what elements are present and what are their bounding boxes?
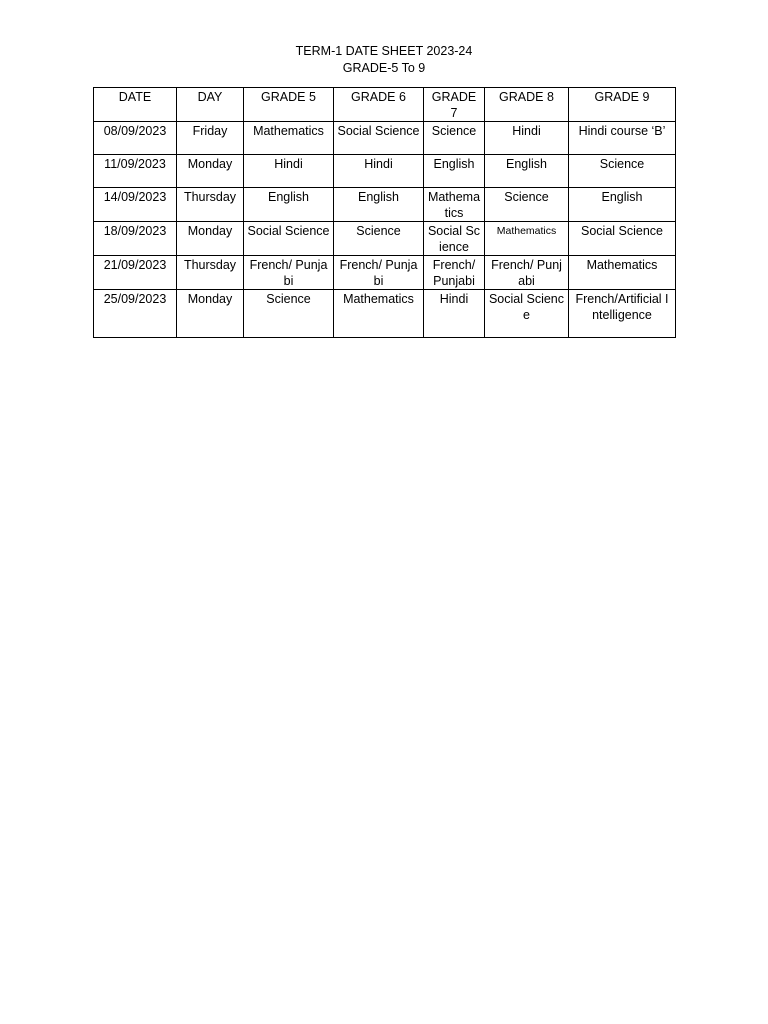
cell-grade-5: French/ Punjabi: [244, 256, 334, 290]
header-grade-9: GRADE 9: [569, 88, 676, 122]
cell-grade-6: Mathematics: [334, 290, 424, 338]
cell-grade-7: Mathematics: [424, 188, 485, 222]
cell-grade-8: Hindi: [485, 122, 569, 155]
cell-day: Monday: [177, 222, 244, 256]
page-subtitle: GRADE-5 To 9: [342, 61, 426, 75]
cell-grade-6: French/ Punjabi: [334, 256, 424, 290]
cell-grade-5: English: [244, 188, 334, 222]
cell-grade-9: Social Science: [569, 222, 676, 256]
header-date: DATE: [94, 88, 177, 122]
cell-date: 21/09/2023: [94, 256, 177, 290]
cell-grade-7: French/ Punjabi: [424, 256, 485, 290]
cell-grade-5: Social Science: [244, 222, 334, 256]
cell-date: 14/09/2023: [94, 188, 177, 222]
cell-grade-5: Science: [244, 290, 334, 338]
cell-date: 25/09/2023: [94, 290, 177, 338]
cell-day: Thursday: [177, 188, 244, 222]
table-header-row: [94, 88, 676, 122]
cell-day: Friday: [177, 122, 244, 155]
cell-grade-6: English: [334, 188, 424, 222]
page-title: TERM-1 DATE SHEET 2023-24: [295, 44, 473, 58]
cell-grade-7: English: [424, 155, 485, 188]
cell-grade-9: Hindi course ‘B’: [569, 122, 676, 155]
cell-grade-9: English: [569, 188, 676, 222]
table-row: [94, 222, 676, 256]
cell-date: 08/09/2023: [94, 122, 177, 155]
cell-day: Monday: [177, 290, 244, 338]
cell-grade-9: Science: [569, 155, 676, 188]
cell-grade-6: Science: [334, 222, 424, 256]
header-grade-8: GRADE 8: [485, 88, 569, 122]
table-row: [94, 188, 676, 222]
cell-grade-7: Social Science: [424, 222, 485, 256]
table-row: [94, 256, 676, 290]
cell-grade-8: French/ Punjabi: [485, 256, 569, 290]
table-row: [94, 290, 676, 338]
cell-grade-6: Hindi: [334, 155, 424, 188]
cell-grade-7: Science: [424, 122, 485, 155]
cell-date: 11/09/2023: [94, 155, 177, 188]
cell-grade-6: Social Science: [334, 122, 424, 155]
cell-grade-9: Mathematics: [569, 256, 676, 290]
cell-grade-7: Hindi: [424, 290, 485, 338]
cell-grade-8: Social Science: [485, 290, 569, 338]
cell-grade-9: French/Artificial Intelligence: [569, 290, 676, 338]
cell-day: Monday: [177, 155, 244, 188]
cell-grade-8: English: [485, 155, 569, 188]
header-day: DAY: [177, 88, 244, 122]
header-grade-7: GRADE 7: [424, 88, 485, 122]
cell-day: Thursday: [177, 256, 244, 290]
cell-grade-5: Hindi: [244, 155, 334, 188]
header-grade-5: GRADE 5: [244, 88, 334, 122]
table-row: [94, 122, 676, 155]
table-row: [94, 155, 676, 188]
date-sheet-table: [93, 87, 676, 338]
cell-grade-8: Mathematics: [485, 222, 569, 256]
cell-grade-5: Mathematics: [244, 122, 334, 155]
cell-date: 18/09/2023: [94, 222, 177, 256]
cell-grade-8: Science: [485, 188, 569, 222]
header-grade-6: GRADE 6: [334, 88, 424, 122]
